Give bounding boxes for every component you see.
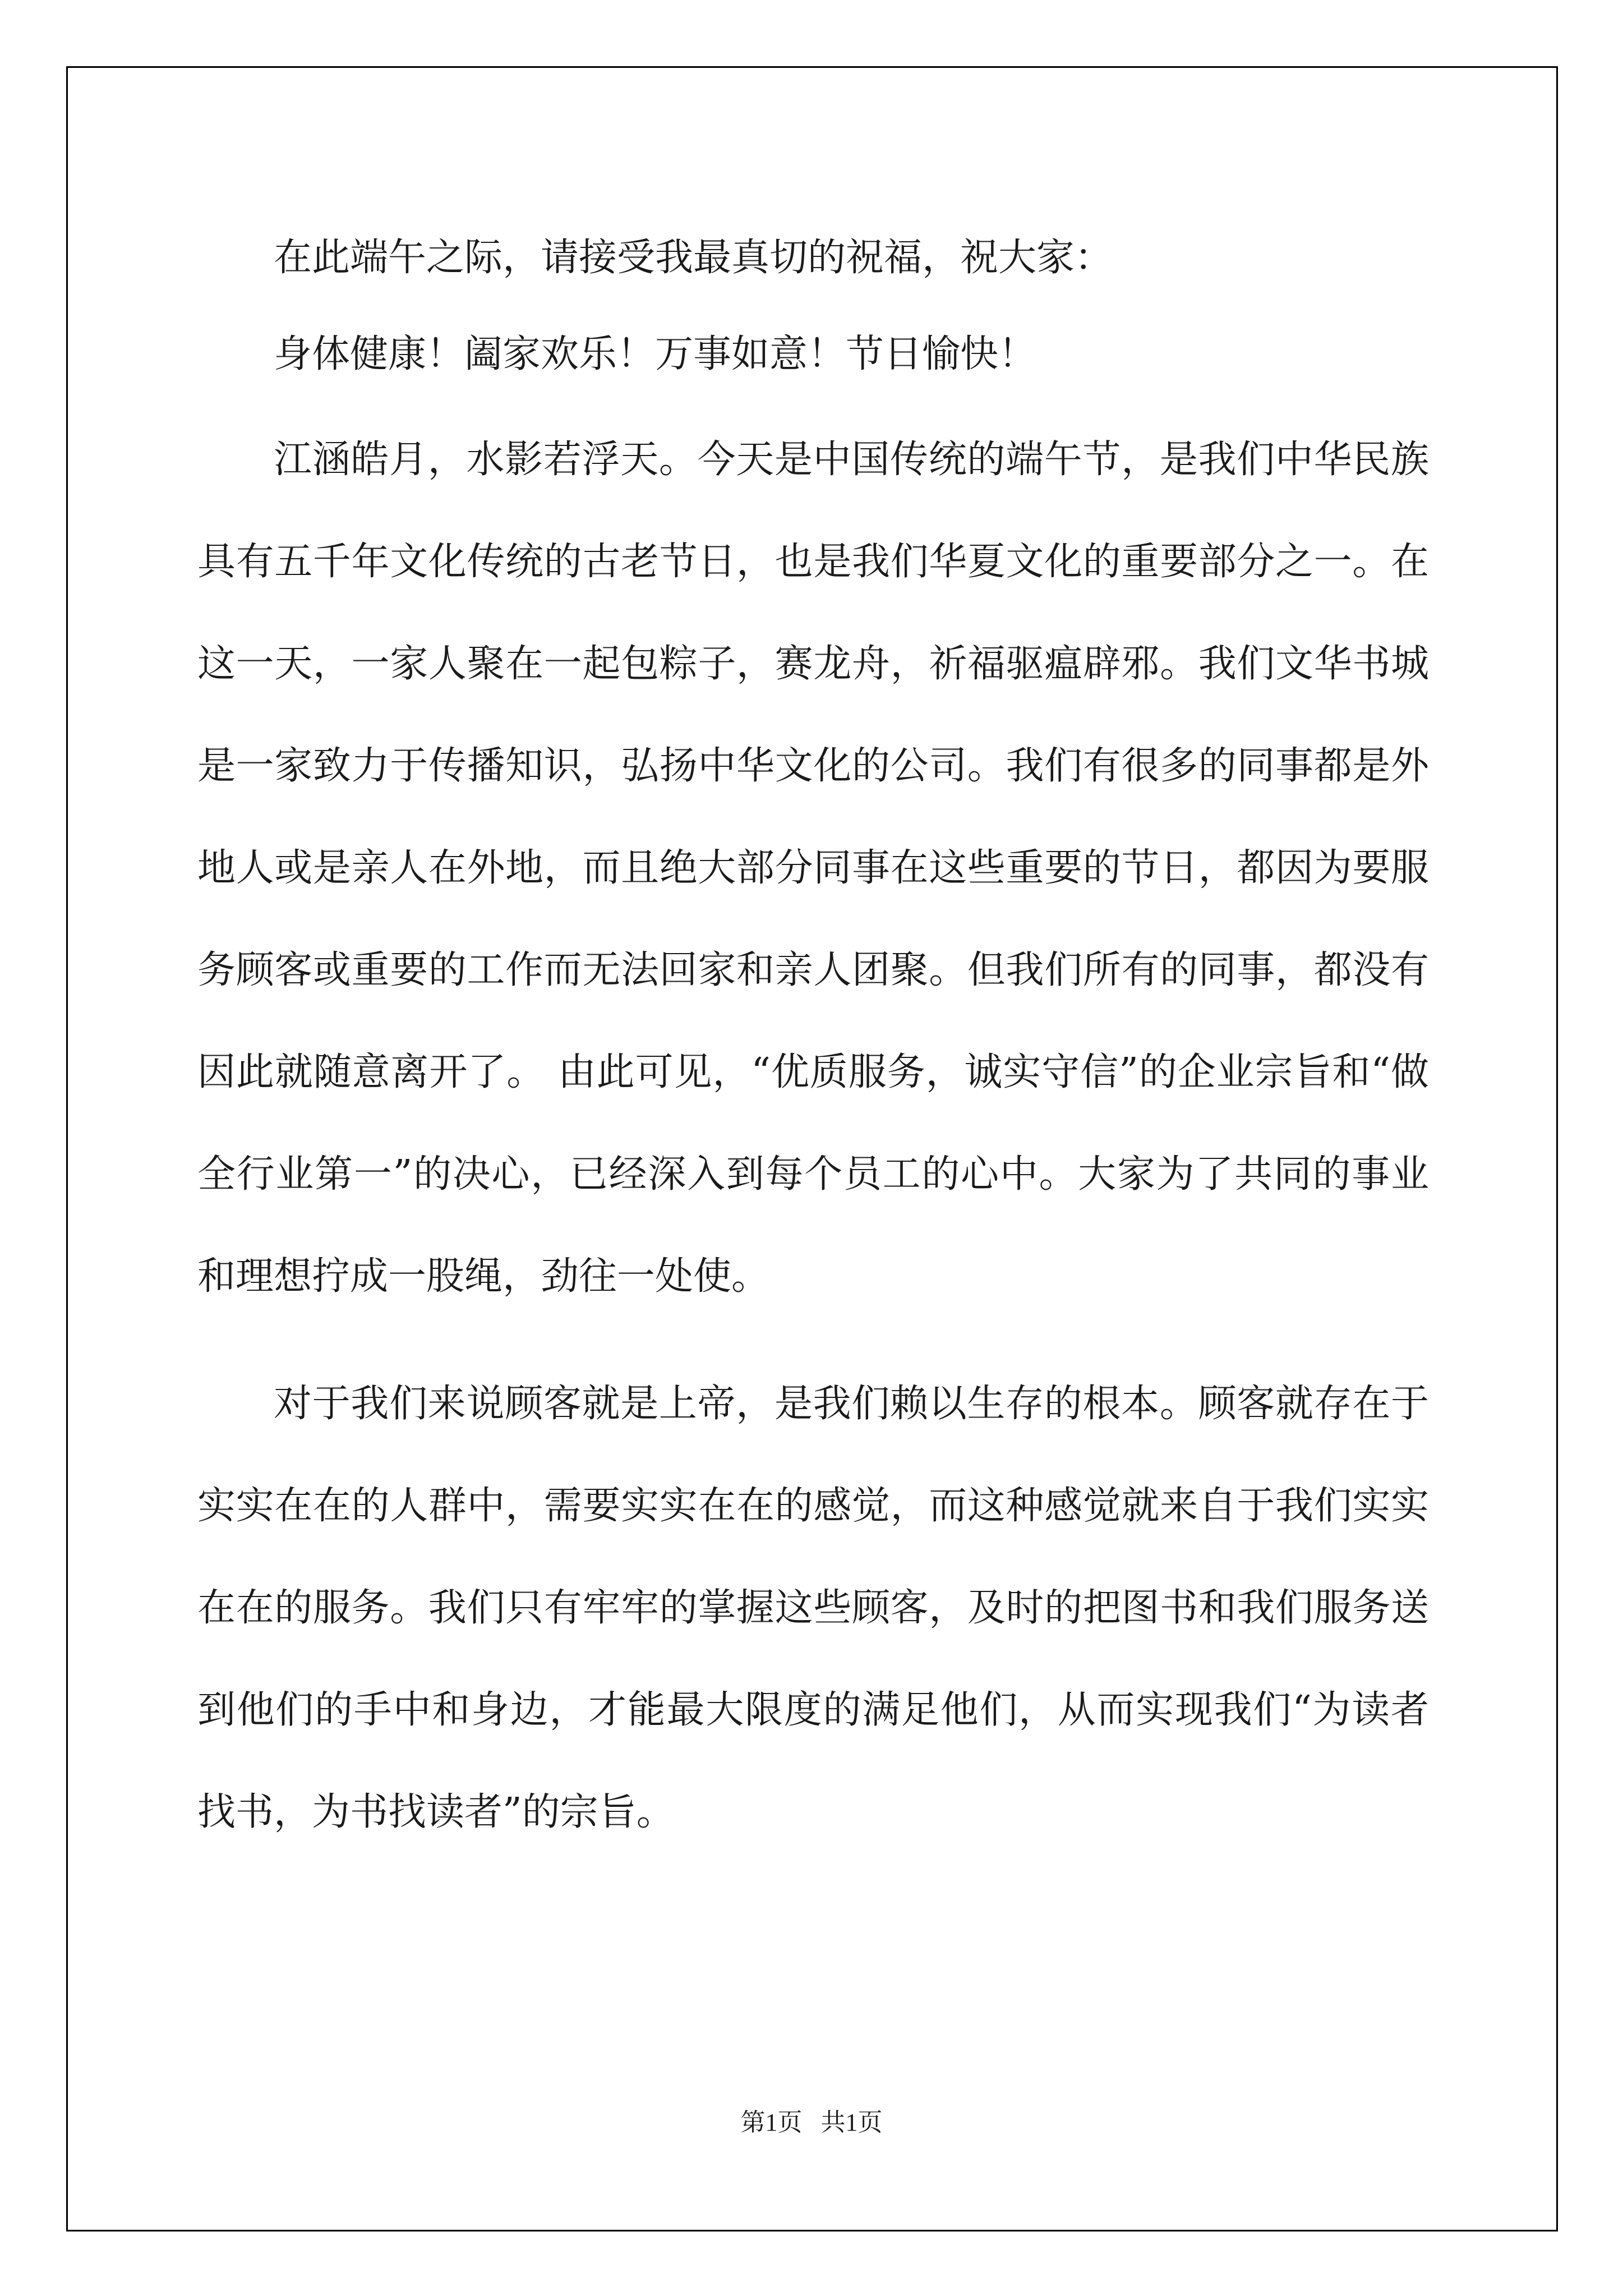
- greeting-paragraph: 在此端午之际，请接受我最真切的祝福，祝大家：: [274, 236, 1113, 280]
- body-paragraph-customers: 对于我们来说顾客就是上帝，是我们赖以生存的根本。顾客就存在于实实在在的人群中，需要实实在在的感觉，而这种感觉就来自于我们实实在在的服务。我们只有牢牢的掌握这些顾客，及时的把图书和我们服务送到他们的手中和身边，才能最大限度的满足他们，从而实现我们“为读者找书，为书找读者”的宗旨。: [197, 1382, 1429, 1834]
- document-body: [197, 216, 1429, 1864]
- body-paragraph-festival: 江涵皓月，水影若浮天。今天是中国传统的端午节，是我们中华民族具有五千年文化传统的古老节日，也是我们华夏文化的重要部分之一。在这一天，一家人聚在一起包粽子，赛龙舟，祈福驱瘟辟邪。我们文华书城是一家致力于传播知识，弘扬中华文化的公司。我们有很多的同事都是外地人或是亲人在外地，而且绝大部分同事在这些重要的节日，都因为要服务顾客或重要的工作而无法回家和亲人团聚。但我们所有的同事，都没有因此就随意离开了。 由此可见，“优质服务，诚实守信”的企业宗旨和“做全行业第一”的决心，已经深入到每个员工的心中。大家为了共同的事业和理想拧成一股绳，劲往一处使。: [197, 438, 1429, 1299]
- wishes-paragraph: 身体健康！阖家欢乐！万事如意！节日愉快！: [274, 332, 1037, 376]
- page-number-footer: 第1页 共1页: [740, 2109, 883, 2136]
